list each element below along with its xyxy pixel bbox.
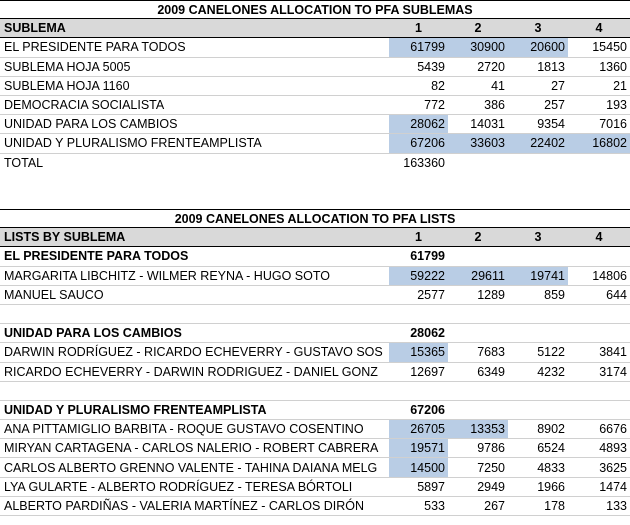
cell-col3: 22402 (508, 134, 568, 152)
cell-col2: 14031 (470, 117, 505, 132)
cell-col2: 2720 (477, 59, 505, 74)
cell-col4: 1474 (599, 479, 627, 494)
cell-col4: 3625 (599, 460, 627, 475)
cell-col3: 19741 (508, 267, 568, 285)
cell-col4: 16802 (568, 134, 630, 152)
cell-col2: 2949 (477, 479, 505, 494)
cell-col2: 6349 (477, 364, 505, 379)
cell-col2: 7250 (477, 460, 505, 475)
table2-header-col2: 2 (474, 230, 482, 245)
row-name: RICARDO ECHEVERRY - DARWIN RODRIGUEZ - DANIEL GONZ (4, 364, 378, 379)
cell-col4: 3841 (599, 345, 627, 360)
row-name: MIRYAN CARTAGENA - CARLOS NALERIO - ROBERT CABRERA (4, 441, 379, 456)
table1-header-row (0, 19, 630, 38)
cell-col4: 3174 (599, 364, 627, 379)
cell-col4: 1360 (599, 59, 627, 74)
group-total: 67206 (410, 402, 445, 417)
row-name: SUBLEMA HOJA 1160 (4, 78, 130, 93)
cell-col3: 9354 (537, 117, 565, 132)
cell-col3: 6524 (537, 441, 565, 456)
table1-header-col3: 3 (534, 21, 542, 36)
cell-col1: 15365 (389, 343, 448, 361)
cell-col4: 7016 (599, 117, 627, 132)
table-row (0, 96, 630, 115)
cell-col3: 27 (551, 78, 565, 93)
cell-col2: 7683 (477, 345, 505, 360)
table1-total-row (0, 154, 630, 173)
table2-header-col3: 3 (534, 230, 542, 245)
cell-col3: 257 (544, 98, 565, 113)
table-row (0, 458, 630, 477)
cell-col2: 9786 (477, 441, 505, 456)
row-name: UNIDAD Y PLURALISMO FRENTEAMPLISTA (4, 136, 262, 151)
spacer-row (0, 305, 630, 324)
cell-col3: 859 (544, 287, 565, 302)
row-name: SUBLEMA HOJA 5005 (4, 59, 131, 74)
table-row (0, 363, 630, 382)
cell-col1: 772 (424, 98, 445, 113)
cell-col4: 133 (606, 498, 627, 513)
table2-header-row (0, 228, 630, 247)
row-name: LYA GULARTE - ALBERTO RODRÍGUEZ - TERESA BÓRTOLI (4, 479, 353, 494)
cell-col1: 26705 (389, 420, 448, 438)
cell-col4: 21 (613, 78, 627, 93)
cell-col2: 41 (491, 78, 505, 93)
table-row (0, 267, 630, 286)
cell-col1: 67206 (389, 134, 448, 152)
cell-col3: 1966 (537, 479, 565, 494)
table-row (0, 497, 630, 516)
cell-col1: 19571 (389, 439, 448, 457)
table1-header-col4: 4 (595, 21, 603, 36)
cell-col1: 14500 (389, 458, 448, 476)
cell-col3: 178 (544, 498, 565, 513)
cell-col2: 386 (484, 98, 505, 113)
cell-col4: 15450 (592, 40, 627, 55)
group-name: UNIDAD PARA LOS CAMBIOS (4, 326, 182, 341)
group-header-row (0, 324, 630, 343)
group-name: UNIDAD Y PLURALISMO FRENTEAMPLISTA (4, 402, 267, 417)
cell-col2: 1289 (477, 287, 505, 302)
table-row (0, 478, 630, 497)
table-row (0, 58, 630, 77)
cell-col1: 2577 (417, 287, 445, 302)
table-row (0, 77, 630, 96)
cell-col1: 82 (431, 78, 445, 93)
table-row (0, 134, 630, 153)
cell-col1: 61799 (389, 38, 448, 56)
row-name: UNIDAD PARA LOS CAMBIOS (4, 117, 178, 132)
row-name: CARLOS ALBERTO GRENNO VALENTE - TAHINA DAIANA MELG (4, 460, 378, 475)
table1-title: 2009 CANELONES ALLOCATION TO PFA SUBLEMAS (0, 0, 630, 19)
total-label: TOTAL (4, 156, 44, 171)
row-name: ANA PITTAMIGLIO BARBITA - ROQUE GUSTAVO COSENTINO (4, 422, 364, 437)
table-row (0, 439, 630, 458)
cell-col3: 1813 (537, 59, 565, 74)
group-total: 28062 (410, 326, 445, 341)
cell-col2: 267 (484, 498, 505, 513)
cell-col1: 533 (424, 498, 445, 513)
cell-col1: 59222 (389, 267, 448, 285)
cell-col2: 29611 (448, 267, 508, 285)
group-total: 61799 (410, 249, 445, 264)
cell-col1: 28062 (389, 115, 448, 133)
cell-col3: 4232 (537, 364, 565, 379)
total-value: 163360 (403, 156, 445, 171)
cell-col3: 4833 (537, 460, 565, 475)
row-name: EL PRESIDENTE PARA TODOS (4, 40, 186, 55)
table-row (0, 343, 630, 362)
cell-col3: 8902 (537, 422, 565, 437)
lists-allocation-table (0, 209, 630, 516)
group-name: EL PRESIDENTE PARA TODOS (4, 249, 189, 264)
cell-col1: 5897 (417, 479, 445, 494)
table1-header-col1: 1 (415, 21, 422, 36)
table1-header-name: SUBLEMA (4, 21, 66, 36)
cell-col4: 6676 (599, 422, 627, 437)
cell-col4: 644 (606, 287, 627, 302)
sublema-allocation-table (0, 0, 630, 173)
table2-title: 2009 CANELONES ALLOCATION TO PFA LISTS (0, 209, 630, 228)
table2-header-col4: 4 (595, 230, 603, 245)
cell-col2: 30900 (448, 38, 508, 56)
table2-header-col1: 1 (415, 230, 422, 245)
spacer-row (0, 382, 630, 401)
table-row (0, 420, 630, 439)
cell-col1: 12697 (410, 364, 445, 379)
table-row (0, 286, 630, 305)
row-name: MARGARITA LIBCHITZ - WILMER REYNA - HUGO SOTO (4, 268, 330, 283)
table1-header-col2: 2 (474, 21, 482, 36)
row-name: MANUEL SAUCO (4, 287, 104, 302)
group-header-row (0, 401, 630, 420)
cell-col4: 14806 (592, 268, 627, 283)
row-name: DEMOCRACIA SOCIALISTA (4, 98, 165, 113)
cell-col3: 5122 (537, 345, 565, 360)
group-header-row (0, 247, 630, 266)
cell-col4: 193 (606, 98, 627, 113)
row-name: DARWIN RODRÍGUEZ - RICARDO ECHEVERRY - GUSTAVO SOS (4, 345, 383, 360)
table2-header-name: LISTS BY SUBLEMA (4, 230, 126, 245)
table-row (0, 38, 630, 57)
cell-col4: 4893 (599, 441, 627, 456)
table-row (0, 115, 630, 134)
cell-col2: 33603 (448, 134, 508, 152)
cell-col1: 5439 (417, 59, 445, 74)
cell-col3: 20600 (508, 38, 568, 56)
cell-col2: 13353 (448, 420, 508, 438)
row-name: ALBERTO PARDIÑAS - VALERIA MARTÍNEZ - CARLOS DIRÓN (4, 498, 365, 513)
